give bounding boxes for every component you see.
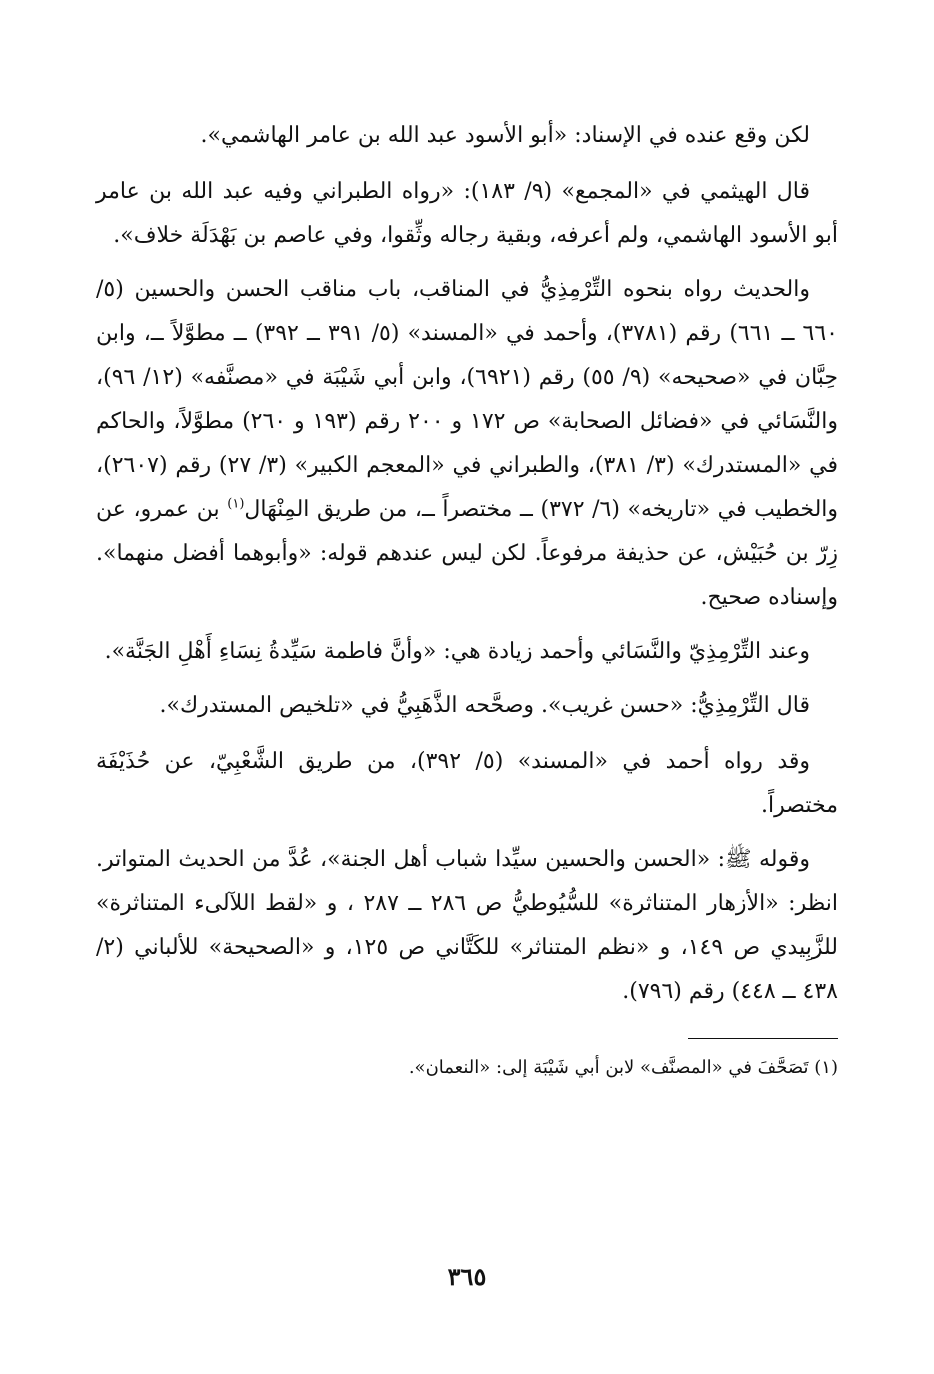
- paragraph-isnad: لكن وقع عنده في الإسناد: «أبو الأسود عبد الله بن عامر الهاشمي».: [200, 123, 810, 148]
- footnote-text: (١) تَصَحَّفَ في «المصنَّف» لابن أبي شَيْبَة إلى: «النعمان».: [408, 1057, 838, 1078]
- paragraph-takhrij: [96, 268, 838, 620]
- page-number: ٣٦٥: [447, 1262, 487, 1291]
- page-body: [96, 114, 838, 1334]
- paragraph-takhrij-continued: بن عمرو، عن زِرّ بن حُبَيْش، عن حذيفة مرفوعاً. لكن ليس عندهم قوله: «وأبوهما أفضل منهما». وإسناده صحيح.: [96, 497, 838, 610]
- paragraph-tirmidhi-grade: قال التِّرْمِذِيُّ: «حسن غريب». وصحَّحه الذَّهَبِيُّ في «تلخيص المستدرك».: [159, 693, 810, 718]
- footnote-divider: [688, 1038, 838, 1039]
- paragraph-haythami: قال الهيثمي في «المجمع» (٩/ ١٨٣): «رواه الطبراني وفيه عبد الله بن عامر أبو الأسود الهاشمي، ولم أعرفه، وبقية رجاله وثِّقوا، وفي عاصم بن بَهْدَلَة خلاف».: [96, 179, 838, 248]
- paragraph-takhrij-text: والحديث رواه بنحوه التِّرْمِذِيُّ في المناقب، باب مناقب الحسن والحسين (٥/ ٦٦٠ ــ ٦٦١) رقم (٣٧٨١)، وأحمد في «المسند» (٥/ ٣٩١ ــ ٣٩٢) ــ مطوَّلاً ــ، وابن حِبَّان في «صحيحه» (٩/ ٥٥) رقم (٦٩٢١)، وابن أبي شَيْبَة في «مصنَّفه» (١٢/ ٩٦)، والنَّسَائي في «فضائل الصحابة» ص ١٧٢ و ٢٠٠ رقم (١٩٣ و ٢٦٠) مطوَّلاً، والحاكم في «المستدرك» (٣/ ٣٨١)، والطبراني في «المعجم الكبير» (٣/ ٢٧) رقم (٢٦٠٧)، والخطيب في «تاريخه» (٦/ ٣٧٢) ــ مختصراً ــ، من طريق المِنْهَال: [96, 277, 839, 522]
- paragraph-shabi-route: وقد رواه أحمد في «المسند» (٥/ ٣٩٢)، من طريق الشَّعْبِيّ، عن حُذَيْفَة مختصراً.: [96, 749, 838, 818]
- paragraph-ziyada: وعند التِّرْمِذِيّ والنَّسَائي وأحمد زيادة هي: «وأنَّ فاطمة سَيِّدةُ نِسَاءِ أَهْلِ الجَنَّة».: [104, 639, 810, 664]
- footnote-reference: (١): [227, 496, 245, 512]
- paragraph-mutawatir: وقوله ﷺ: «الحسن والحسين سيِّدا شباب أهل الجنة»، عُدَّ من الحديث المتواتر. انظر: «الأزهار المتناثرة» للسُّيُوطيُّ ص ٢٨٦ ــ ٢٨٧ ، و «لقط اللآلىء المتناثرة» للزَّبِيدي ص ١٤٩، و «نظم المتناثر» للكَتَّاني ص ١٢٥، و «الصحيحة» للألباني (٢/ ٤٣٨ ــ ٤٤٨) رقم (٧٩٦).: [96, 847, 838, 1004]
